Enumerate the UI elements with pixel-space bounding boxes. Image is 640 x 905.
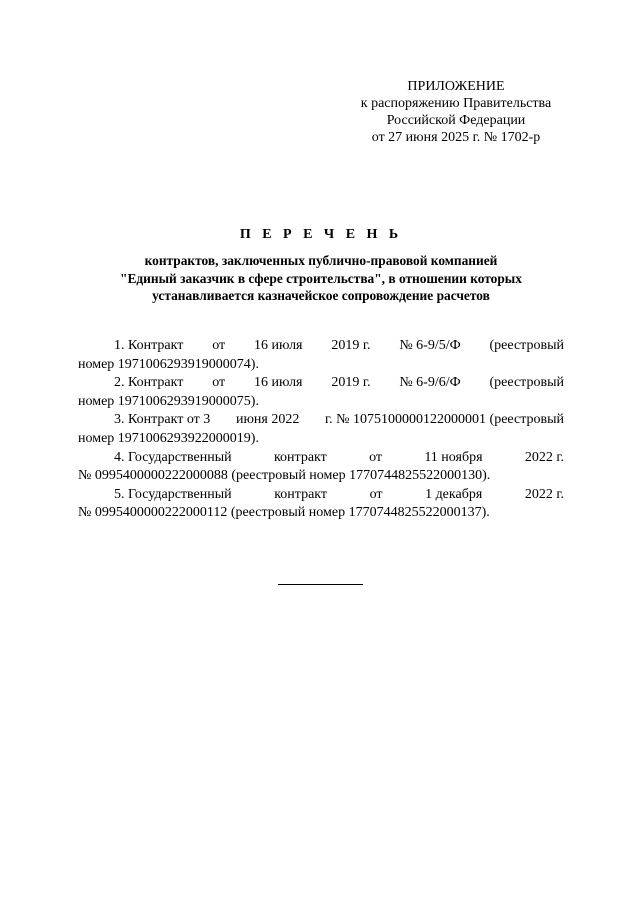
word: 16 июля [253,338,303,353]
word: 2019 г. [331,338,371,353]
appendix-line: к распоряжению Правительства [360,96,552,111]
word: 1 декабря [425,486,483,502]
list-item-second-line: № 0995400000222000088 (реестровый номер 1770744825522000130). [78,468,491,484]
word: 1. Контракт [114,338,184,353]
subtitle-line: контрактов, заключенных публично-правовой компанией [144,253,498,268]
word: 2022 г. [524,486,564,502]
list-item-first-line [78,411,564,430]
word: г. № 1075100000122000001 (реестровый [325,412,564,428]
list-item [78,337,564,374]
word: (реестровый [489,338,564,353]
subtitle-line: устанавливается казначейское сопровождение расчетов [152,288,490,303]
document-heading [78,226,564,305]
list-item-first-line [78,337,564,356]
end-divider [278,584,363,585]
word: июня 2022 [235,412,300,428]
word: 16 июля [253,375,303,391]
list-item-second-line: номер 1971006293922000019). [78,430,259,446]
appendix-date-line: от 27 июня 2025 г. № 1702-р [371,130,541,145]
appendix-line: Российской Федерации [386,113,526,128]
list-item [78,449,564,486]
word: 11 ноября [424,449,483,465]
list-item-first-line [78,486,564,505]
word: от [369,449,383,465]
list-item-first-line [78,449,564,468]
subtitle-line: "Единый заказчик в сфере строительства", в отношении которых [120,270,522,286]
word: от [212,338,226,353]
list-item-second-line: номер 1971006293919000074). [78,356,259,372]
word: от [369,486,383,502]
word: 5. Государственный [114,486,232,502]
word: контракт [274,486,328,502]
word: (реестровый [489,375,564,391]
word: 4. Государственный [114,449,232,465]
appendix-header [342,78,570,146]
word: от [212,375,226,391]
word: 2019 г. [331,375,371,391]
word: № 6-9/5/Ф [399,338,461,353]
list-item-second-line: № 0995400000222000112 (реестровый номер 1770744825522000137). [78,505,490,521]
list-item [78,486,564,523]
document-subtitle [78,252,564,305]
appendix-title: ПРИЛОЖЕНИЕ [407,79,505,94]
contract-list [78,337,564,523]
list-item [78,411,564,448]
document-title: П Е Р Е Ч Е Н Ь [239,227,403,242]
list-item-second-line: номер 1971006293919000075). [78,393,259,409]
list-item-first-line [78,374,564,393]
word: контракт [273,449,327,465]
list-item [78,374,564,411]
word: № 6-9/6/Ф [399,375,461,391]
word: 3. Контракт от 3 [114,412,211,428]
word: 2. Контракт [114,375,184,391]
word: 2022 г. [524,449,564,465]
